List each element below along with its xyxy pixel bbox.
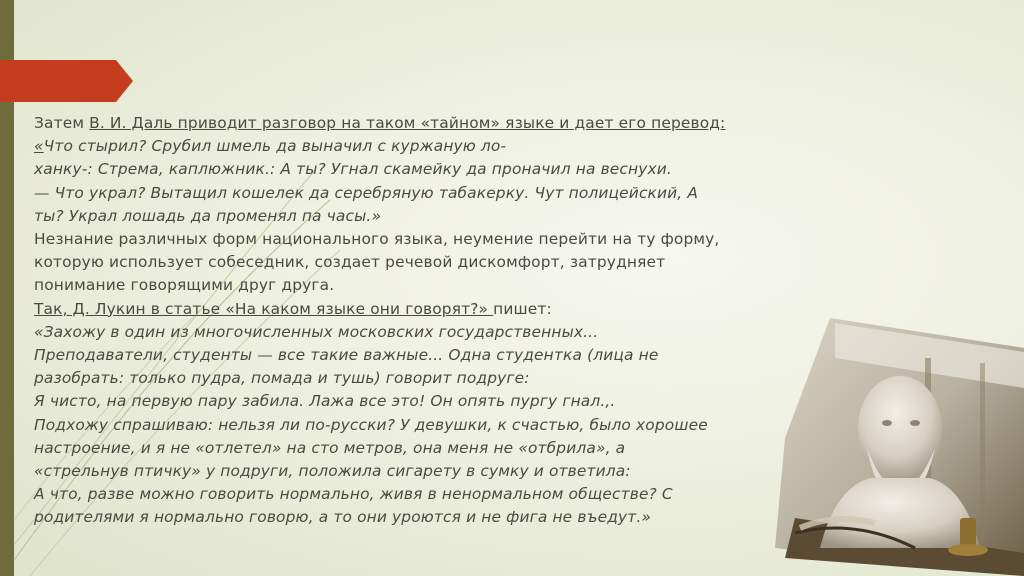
quote-line: настроение, и я не «отлетел» на сто метров, она меня не «отбрила», а xyxy=(34,438,626,457)
lukin-article-link[interactable]: Так, Д. Лукин в статье «На каком языке они говорят?» xyxy=(34,299,494,318)
red-accent-tab xyxy=(0,60,133,102)
paragraph-line3: понимание говорящими друг друга. xyxy=(34,276,335,295)
quote-line: А что, разве можно говорить нормально, живя в ненормальном обществе? С xyxy=(34,485,673,504)
translation-line1: — Что украл? Вытащил кошелек да серебряную табакерку. Чут полицейский, А xyxy=(34,183,699,202)
open-quote-mark: « xyxy=(34,137,44,156)
bust-illustration xyxy=(775,318,1024,576)
quote-line: Я чисто, на первую пару забила. Лажа все это! Он опять пургу гнал.,. xyxy=(34,392,616,411)
quote-line: Преподаватели, студенты — все такие важные... Одна студентка (лица не xyxy=(34,346,659,365)
slide-body-text xyxy=(34,112,786,530)
paragraph-line2: которую использует собеседник, создает речевой дискомфорт, затрудняет xyxy=(34,253,666,272)
secret-dialogue-line2: ханку-: Стрема, каплюжник.: А ты? Угнал скамейку да проначил на веснухи. xyxy=(34,160,672,179)
quote-line: родителями я нормально говорю, а то они уроются и не фига не въедут.» xyxy=(34,508,652,527)
intro-line xyxy=(34,112,786,135)
paragraph-line1: Незнание различных форм национального языка, неумение перейти на ту форму, xyxy=(34,230,720,249)
secret-dialogue-line1: «Что стырил? Срубил шмель да выначил с куржаную ло- xyxy=(34,137,507,156)
translation-line2: ты? Украл лошадь да променял па часы.» xyxy=(34,206,382,225)
dal-bust-photo xyxy=(775,318,1024,576)
intro-prefix: Затем xyxy=(34,114,90,132)
lukin-line: Так, Д. Лукин в статье «На каком языке они говорят?» пишет: xyxy=(34,299,552,318)
quote-line: «Захожу в один из многочисленных московских государственных... xyxy=(34,322,599,341)
quote-line: разобрать: только пудра, помада и тушь) говорит подруге: xyxy=(34,369,530,388)
quote-line: Подхожу спрашиваю: нельзя ли по-русски? У девушки, к счастью, было хорошее xyxy=(34,415,708,434)
quote-line: «стрельнув птичку» у подруги, положила сигарету в сумку и ответила: xyxy=(34,462,631,481)
dal-reference-link[interactable]: В. И. Даль приводит разговор на таком «тайном» языке и дает его перевод: xyxy=(89,114,726,132)
